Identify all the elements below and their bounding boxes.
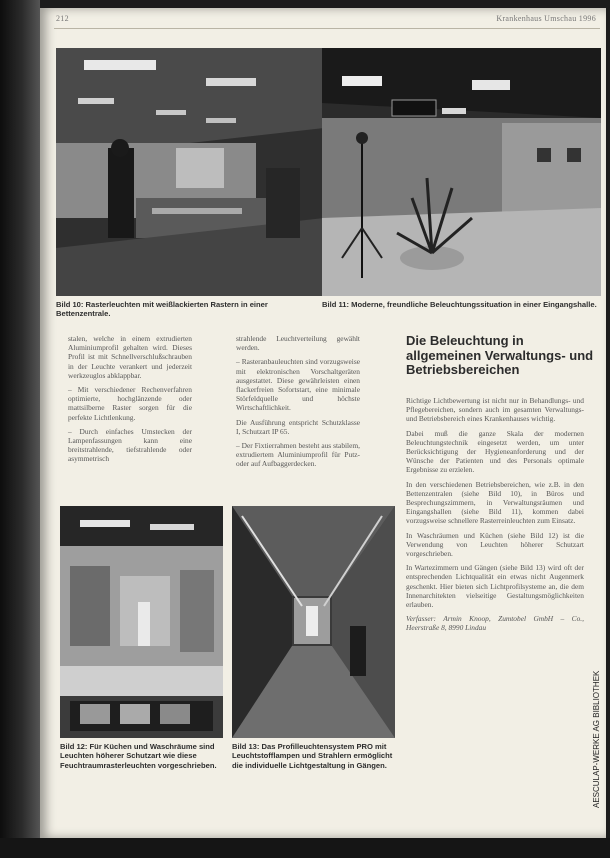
paragraph: stalen, welche in einem extrudierten Aluminiumprofil gehalten wird. Dieses Profil ist mit Schnellverschlußschrauben in der Leuchte verankert und jederzeit werkzeuglos abklappbar. — [68, 334, 192, 380]
paragraph: – Mit verschiedener Rechenverfahren optimierte, hochglänzende oder mattsilberne Raster sorgen für die perfekte Lichtlenkung. — [68, 385, 192, 422]
paragraph: In den verschiedenen Betriebsbereichen, wie z.B. in den Bettenzentralen (siehe Bild 10), in Büros und Besprechungszimmern, in Verwaltungsräumen und Eingangshallen (siehe Bild 11), kommen dabei vorzugsweise schnellere Rasterreinleuchten zum Einsatz. — [406, 479, 584, 526]
photo-profilleuchtensystem — [232, 506, 395, 738]
section-heading: Die Beleuchtung in allgemeinen Verwaltungs- und Betriebsbereichen — [406, 333, 594, 377]
photo-bettenzentrale — [56, 48, 324, 296]
paragraph: Richtige Lichtbewertung ist nicht nur in Behandlungs- und Pflegebereichen, sondern auch im gesamten Verwaltungs- und Betriebsbereich eines Krankenhauses wichtig. — [406, 396, 584, 424]
bettenzentrale-image — [56, 48, 324, 296]
paragraph: – Durch einfaches Umstecken der Lampenfassungen kann eine breitstrahlende, tiefstrahlende oder asymmetrisch — [68, 426, 192, 464]
header-rule — [54, 28, 600, 29]
text-column-2 — [236, 334, 360, 474]
photo-caption: Bild 10: Rasterleuchten mit weißlackierten Rastern in einer Bettenzentrale. — [56, 300, 268, 319]
photo-eingangshalle — [322, 48, 601, 296]
paragraph: – Der Fixtierrahmen besteht aus stabilem, extrudiertem Aluminiumprofil für Putz- oder auf Aufbaggerdecken. — [236, 441, 360, 469]
paragraph: strahlende Leuchtverteilung gewählt werden. — [236, 334, 360, 353]
text-column-3 — [406, 396, 584, 638]
paragraph: Dabei muß die ganze Skala der modernen Beleuchtungstechnik eingesetzt werden, um unter Berücksichtigung der Hygieneanforderung und der Wünsche der Patienten und des Personals optimale Ergebnisse zu erzielen. — [406, 428, 584, 475]
bottom-shadow-band — [0, 838, 610, 858]
paragraph: – Rasteranbauleuchten sind vorzugsweise mit elektronischen Vorschaltgeräten ausgestattet. Diese gewährleisten einen flackerfreien Sofortstart, eine minimale Störfeldquelle und höchste Wirtschaftlichkeit. — [236, 357, 360, 413]
profilleuchtensystem-image — [232, 506, 395, 738]
photo-caption: Bild 13: Das Profilleuchtensystem PRO mit Leuchtstofflampen und Strahlern ermöglicht die individuelle Lichtgestaltung in Gängen. — [232, 742, 393, 770]
magazine-page — [40, 8, 606, 838]
paragraph: In Wartezimmern und Gängen (siehe Bild 13) wird oft der entsprechenden Lichtqualität ein etwas nicht Augenmerk geschenkt. Hier bieten sich Lichtprofilsysteme an, die dem Innenarchitekten vielseitige Gestaltungsmöglichkeiten erlauben. — [406, 563, 584, 610]
book-spine-shadow — [0, 0, 40, 858]
author-note: Verfasser: Armin Knoop, Zumtobel GmbH – Co., Heerstraße 8, 8990 Lindau — [406, 614, 584, 633]
page-number: 212 — [56, 14, 69, 23]
eingangshalle-image — [322, 48, 601, 296]
photo-caption: Bild 12: Für Küchen und Waschräume sind Leuchten höherer Schutzart wie diese Feuchtraumrasterleuchten vorgeschrieben. — [60, 742, 217, 770]
photo-kuechenraum — [60, 506, 223, 738]
journal-running-head: Krankenhaus Umschau 1996 — [496, 14, 596, 23]
text-column-1 — [68, 334, 192, 469]
paragraph: Die Ausführung entspricht Schutzklasse I, Schutzart IP 65. — [236, 417, 360, 436]
paragraph: In Waschräumen und Küchen (siehe Bild 12) ist die Verwendung von Leuchten höherer Schutzart vorgeschrieben. — [406, 530, 584, 559]
photo-caption: Bild 11: Moderne, freundliche Beleuchtungssituation in einer Eingangshalle. — [322, 300, 597, 309]
library-stamp: AESCULAP-WERKE AG BIBLIOTHEK — [592, 670, 601, 808]
kuechenraum-image — [60, 506, 223, 738]
